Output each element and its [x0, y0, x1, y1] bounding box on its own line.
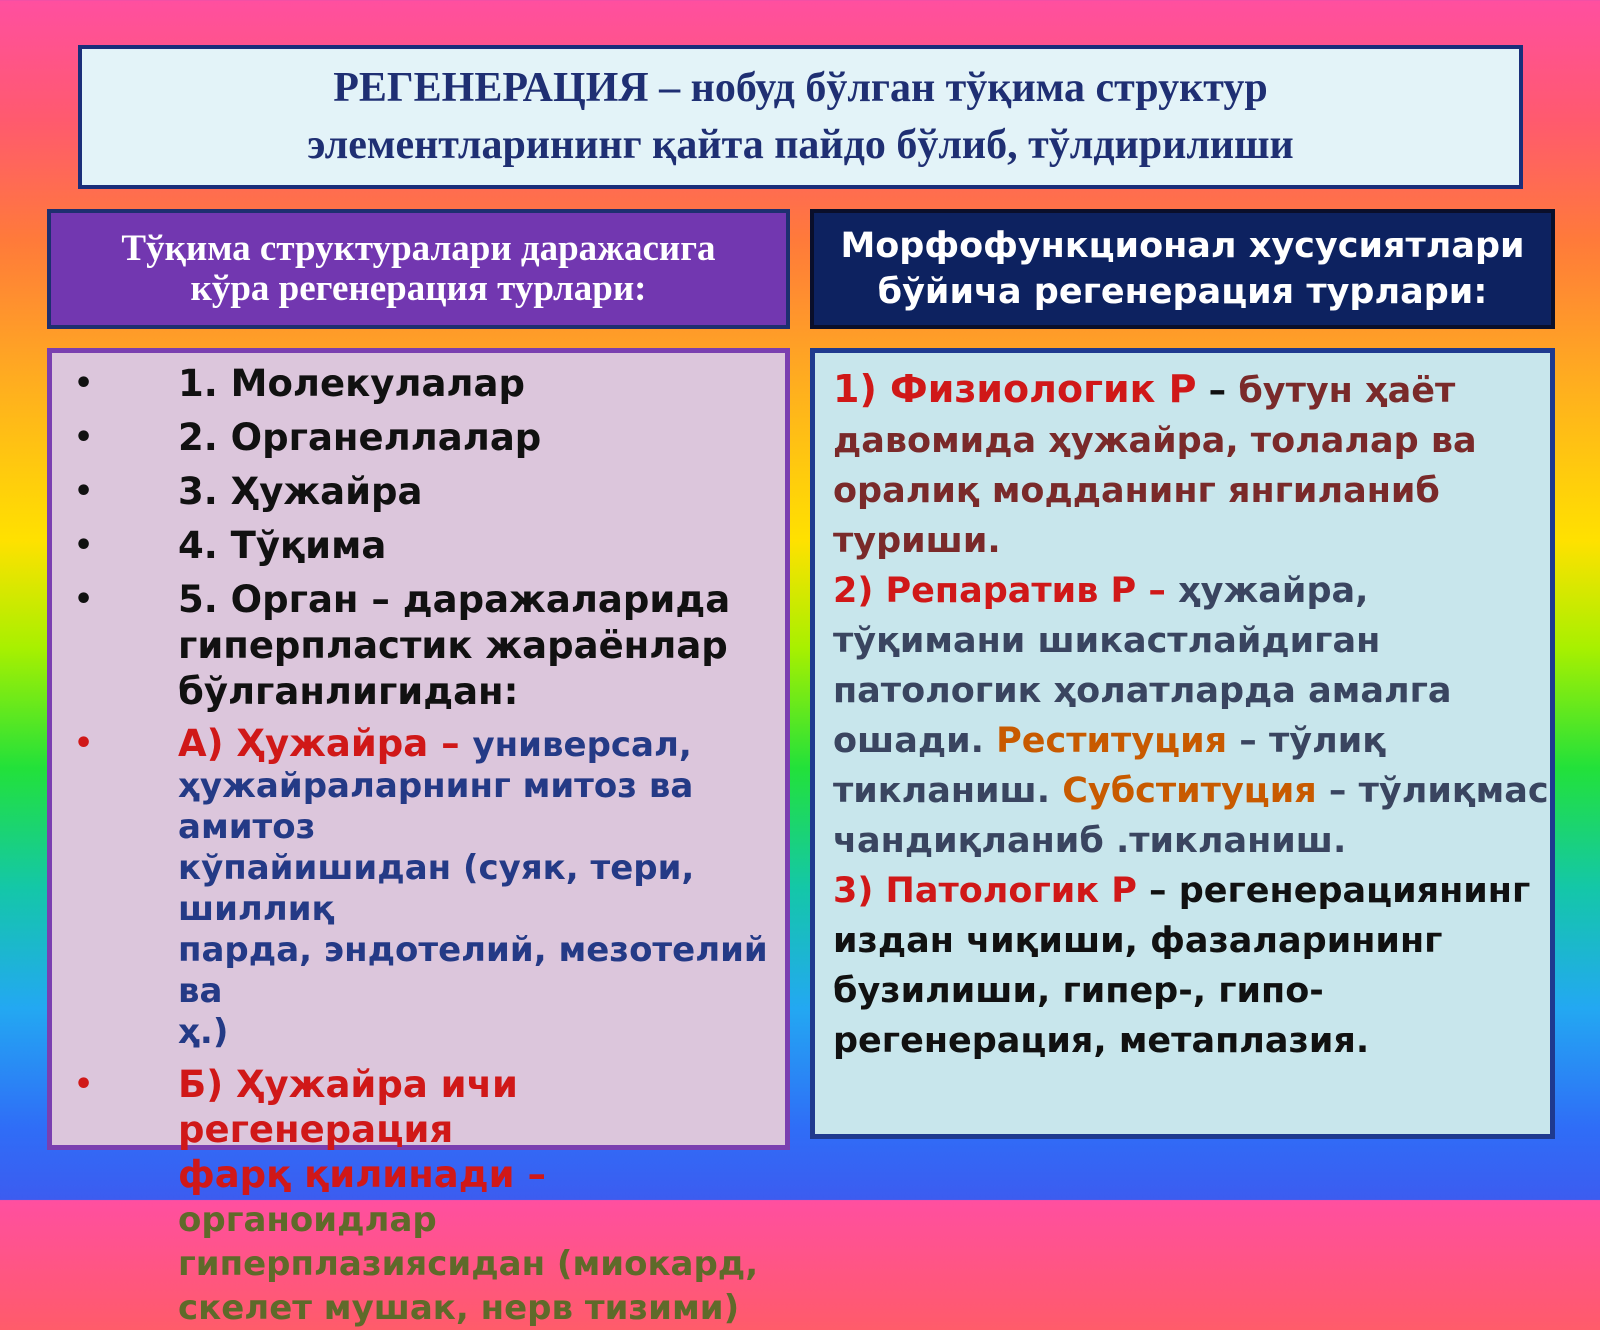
reparative-text: тикланиш.: [833, 771, 1063, 811]
sub-a-text: парда, эндотелий, мезотелий ва: [178, 930, 768, 1011]
list-item-text: 4. Тўқима: [178, 524, 387, 567]
sub-b-text: гиперплазиясидан (миокард,: [178, 1244, 759, 1284]
physiological-heading: 1) Физиологик Р: [833, 367, 1197, 411]
list-item-sub-a: [62, 723, 773, 1053]
sub-a-text: ҳ.): [178, 1012, 229, 1052]
reparative-text: патологик ҳолатларда амалга: [833, 671, 1452, 711]
bullet-icon: •: [74, 528, 94, 563]
physiological-regeneration-block: [833, 365, 1550, 565]
list-item: [62, 469, 773, 515]
list-item-text: 1. Молекулалар: [178, 362, 525, 405]
reparative-text: – тўлиқ: [1227, 721, 1386, 761]
list-item: [62, 577, 773, 715]
structure-level-list: [62, 361, 773, 1330]
title-line-2: элементларининг қайта пайдо бўлиб, тўлдирилиши: [307, 122, 1294, 168]
list-item: [62, 523, 773, 569]
right-content-panel: [810, 348, 1555, 1139]
pathological-text: – регенерациянинг: [1136, 871, 1531, 911]
reparative-text: тўқимани шикастлайдиган: [833, 621, 1381, 661]
sub-a-text: универсал,: [472, 725, 692, 765]
pathological-heading: 3) Патологик Р: [833, 871, 1137, 911]
sub-b-text: органоидлар: [178, 1200, 437, 1240]
bullet-icon: •: [74, 1067, 94, 1102]
list-item-text: 5. Орган – даражаларида: [178, 578, 731, 621]
physiological-text: туриши.: [833, 521, 1001, 561]
bullet-icon: •: [74, 582, 94, 617]
physiological-text: оралиқ модданинг янгиланиб: [833, 471, 1440, 511]
reparative-text: ошади.: [833, 721, 997, 761]
pathological-text: издан чиқиши, фазаларининг: [833, 921, 1443, 961]
right-header-line-1: Морфофункционал хусусиятлари: [840, 226, 1525, 266]
reparative-regeneration-block: [833, 567, 1550, 865]
list-item-sub-b: [62, 1063, 773, 1330]
physiological-text: бутун ҳаёт: [1238, 371, 1456, 411]
pathological-text: регенерация, метаплазия.: [833, 1021, 1370, 1061]
right-column-header: [810, 209, 1555, 329]
physiological-text: давомида ҳужайра, толалар ва: [833, 421, 1477, 461]
bullet-icon: •: [74, 420, 94, 455]
reparative-text: ҳужайра,: [1178, 571, 1369, 611]
dash: –: [1196, 371, 1239, 411]
left-header-line-1: Тўқима структуралари даражасига: [121, 228, 716, 269]
left-header-line-2: кўра регенерация турлари:: [190, 268, 647, 309]
bullet-icon: •: [74, 474, 94, 509]
list-item-text: бўлганлигидан:: [178, 670, 519, 713]
list-item: [62, 415, 773, 461]
sub-b-heading: Б) Ҳужайра ичи регенерация: [178, 1063, 518, 1151]
reparative-text: – тўлиқмас: [1316, 771, 1549, 811]
list-item-text: 2. Органеллалар: [178, 416, 542, 459]
sub-b-text: скелет мушак, нерв тизими): [178, 1288, 740, 1328]
sub-a-heading: А) Ҳужайра –: [178, 722, 473, 765]
title-line-1: РЕГЕНЕРАЦИЯ – нобуд бўлган тўқима структур: [333, 65, 1268, 111]
pathological-text: бузилиши, гипер-, гипо-: [833, 971, 1324, 1011]
reparative-heading: 2) Репаратив Р: [833, 571, 1137, 611]
dash: –: [1136, 571, 1179, 611]
left-column-header: [47, 209, 790, 329]
list-item-text: гиперпластик жараёнлар: [178, 624, 728, 667]
right-header-line-2: бўйича регенерация турлари:: [877, 272, 1488, 312]
left-content-panel: [47, 348, 790, 1328]
list-item-text: 3. Ҳужайра: [178, 470, 423, 513]
sub-a-text: кўпайишидан (суяк, тери, шиллиқ: [178, 848, 695, 929]
sub-a-text: ҳужайраларнинг митоз ва амитоз: [178, 766, 694, 847]
bullet-icon: •: [74, 726, 94, 761]
restitution-term: Реституция: [996, 721, 1228, 761]
reparative-text: чандиқланиб .тикланиш.: [833, 821, 1347, 861]
list-item: [62, 361, 773, 407]
substitution-term: Субституция: [1062, 771, 1317, 811]
sub-b-heading: фарқ қилинади –: [178, 1153, 546, 1196]
pathological-regeneration-block: [833, 867, 1550, 1065]
title-banner: [78, 45, 1523, 189]
bullet-icon: •: [74, 366, 94, 401]
